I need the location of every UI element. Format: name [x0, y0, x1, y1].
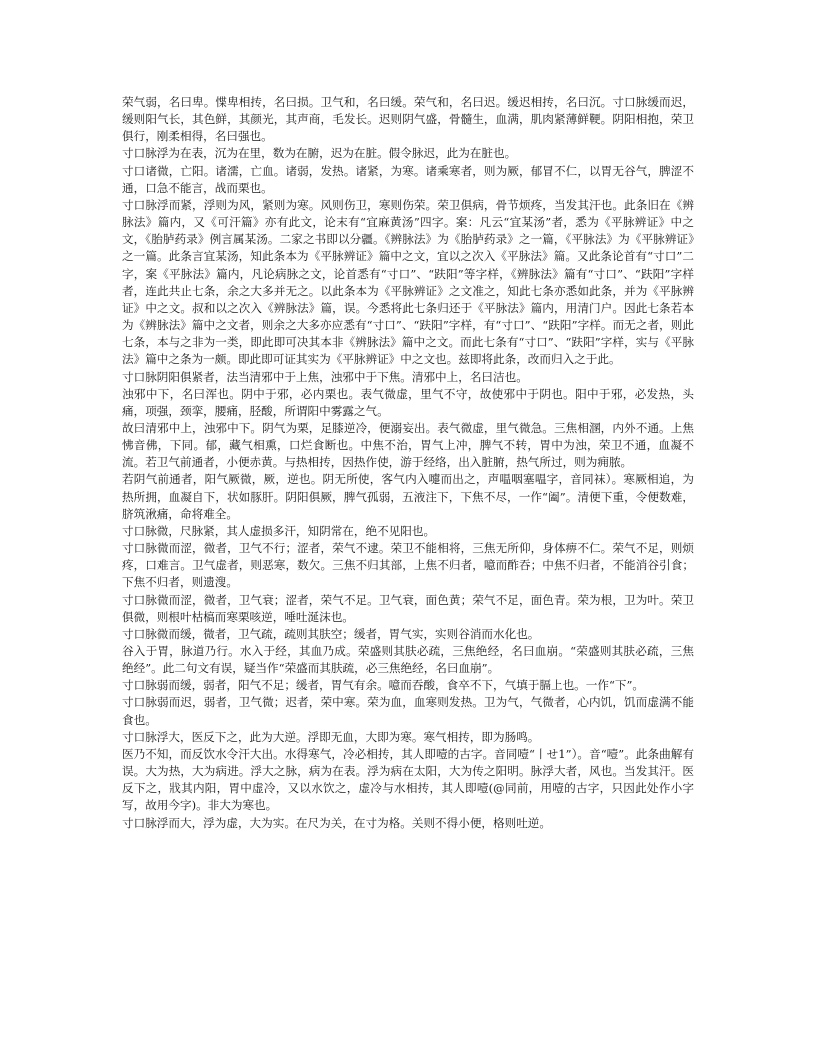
paragraph-1: 荣气弱，名曰卑。惵卑相抟，名曰损。卫气和，名曰缓。荣气和，名曰迟。缓迟相抟，名曰沉。寸口脉缓而迟，缓则阳气长，其色鲜，其颜光，其声商，毛发长。迟则阴气盛，骨髓生，血满，肌肉紧薄鲜鞕。阴阳相抱，荣卫俱行，刚柔相得，名曰强也。 [122, 95, 694, 144]
paragraph-7: 故曰清邪中上，浊邪中下。阴气为栗，足膝逆冷，便溺妄出。表气微虚，里气微急。三焦相溷，内外不通。上焦怫音佛，下同。郁，藏气相熏，口烂食断也。中焦不治，胃气上冲，脾气不转，胃中为浊，荣卫不通，血凝不流。若卫气前通者，小便赤黄。与热相抟，因热作使，游于经络，出入脏腑，热气所过，则为痈脓。 [122, 420, 694, 470]
paragraph-3: 寸口诸微，亡阳。诸濡，亡血。诸弱，发热。诸紧，为寒。诸乘寒者，则为厥，郁冒不仁，以胃无谷气，脾涩不通，口急不能言，战而栗也。 [122, 163, 694, 195]
paragraph-18: 寸口脉浮而大，浮为虚，大为实。在尺为关，在寸为格。关则不得小便，格则吐逆。 [122, 815, 551, 830]
paragraph-5: 寸口脉阴阳俱紧者，法当清邪中于上焦，浊邪中于下焦。清邪中上，名曰洁也。 [122, 369, 528, 384]
paragraph-11: 寸口脉微而涩，微者，卫气衰；涩者，荣气不足。卫气衰，面色黄；荣气不足，面色青。荣为根，卫为叶。荣卫俱微，则根叶枯槁而寒栗咳逆，唾吐涎沫也。 [122, 592, 694, 624]
paragraph-2: 寸口脉浮为在表，沉为在里，数为在腑，迟为在脏。假令脉迟，此为在脏也。 [122, 146, 517, 161]
paragraph-16: 寸口脉浮大，医反下之，此为大逆。浮即无血，大即为寒。寒气相抟，即为肠鸣。 [122, 729, 540, 744]
paragraph-13: 谷入于胃，脉道乃行。水入于经，其血乃成。荣盛则其肤必疏，三焦绝经，名曰血崩。“荣盛则其肤必疏，三焦绝经”。此二句文有误，疑当作“荣盛而其肤疏，必三焦绝经，名曰血崩”。 [122, 644, 694, 676]
paragraph-4: 寸口脉浮而紧，浮则为风，紧则为寒。风则伤卫，寒则伤荣。荣卫俱病，骨节烦疼，当发其汗也。此条旧在《辨脉法》篇内，又《可汗篇》亦有此文，论末有“宜麻黄汤”四字。案：凡云“宜某汤”者，悉为《平脉辨证》中之文，《胎胪药录》例言属某汤。二家之书即以分疆。《辨脉法》为《胎胪药录》之一篇，《平脉法》为《平脉辨证》之一篇。此条言宜某汤，知此条本为《平脉辨证》篇中之文，宜以之次入《平脉法》篇。又此条论首有“寸口”二字，案《平脉法》篇内，凡论病脉之文，论首悉有“寸口”、“趺阳”等字样，《辨脉法》篇有“寸口”、“趺阳”字样者，连此共止七条，余之大多并无之。以此条本为《平脉辨证》之文准之，知此七条亦悉如此条，并为《平脉辨证》中之文。叔和以之次入《辨脉法》篇，误。今悉将此七条归还于《平脉法》篇内，用清门户。因此七条若本为《辨脉法》篇中之文者，则余之大多亦应悉有“寸口”、“趺阳”字样，有“寸口”、“趺阳”字样。而无之者，则此七条，本与之非为一类，即此即可决其本非《辨脉法》篇中之文。而此七条有“寸口”、“趺阳”字样，实与《平脉法》篇中之条为一颇。即此即可证其实为《平脉辨证》中之文也。兹即将此条，改而归入之于此。 [122, 197, 694, 367]
paragraph-12: 寸口脉微而缓，微者，卫气疏，疏则其肤空；缓者，胃气实，实则谷消而水化也。 [122, 626, 540, 641]
paragraph-14: 寸口脉弱而缓，弱者，阳气不足；缓者，胃气有余。噫而吞酸，食卒不下，气填于膈上也。一作“下”。 [122, 678, 644, 693]
paragraph-6: 浊邪中下，名曰浑也。阴中于邪，必内栗也。表气微虚，里气不守，故使邪中于阴也。阳中于邪，必发热，头痛，项强，颈挛，腰痛，胫酸，所谓阳中雾露之气。 [122, 386, 694, 418]
paragraph-8: 若阴气前通者，阳气厥微，厥，逆也。阴无所使，客气内入嚏而出之，声嗢咽塞嗢字，音同袜）。寒厥相追，为热所拥，血凝自下，状如豚肝。阴阳俱厥，脾气孤弱，五液注下，下焦不尽，一作“阖”。清便下重，令便数难，脐筑湫痛，命将难全。 [122, 472, 694, 521]
paragraph-17: 医乃不知，而反饮水令汗大出。水得寒气，冷必相抟，其人即噎的古字。音同噎“丨せ1”）。音“噎”。此条曲解有误。大为热，大为病进。浮大之脉，病为在表。浮为病在太阳，大为传之阳明。脉浮大者，风也。当发其汗。医反下之，戕其内阳，胃中虚冷，又以水饮之，虚冷与水相抟，其人即噎(@同前，用噎的古字，只因此处作小字写，故用今字)。非大为寒也。 [122, 746, 694, 813]
document-page [122, 94, 694, 832]
paragraph-9: 寸口脉微，尺脉紧，其人虚损多汗，知阴常在，绝不见阳也。 [122, 523, 436, 538]
paragraph-10: 寸口脉微而涩，微者，卫气不行；涩者，荣气不逮。荣卫不能相将，三焦无所仰，身体痹不仁。荣气不足，则烦疼，口难言。卫气虚者，则恶寒，数欠。三焦不归其部，上焦不归者，噫而酢吞；中焦不归者，不能消谷引食；下焦不归者，则遗溲。 [122, 541, 694, 590]
paragraph-15: 寸口脉弱而迟，弱者，卫气微；迟者，荣中寒。荣为血，血寒则发热。卫为气，气微者，心内饥，饥而虚满不能食也。 [122, 695, 694, 727]
